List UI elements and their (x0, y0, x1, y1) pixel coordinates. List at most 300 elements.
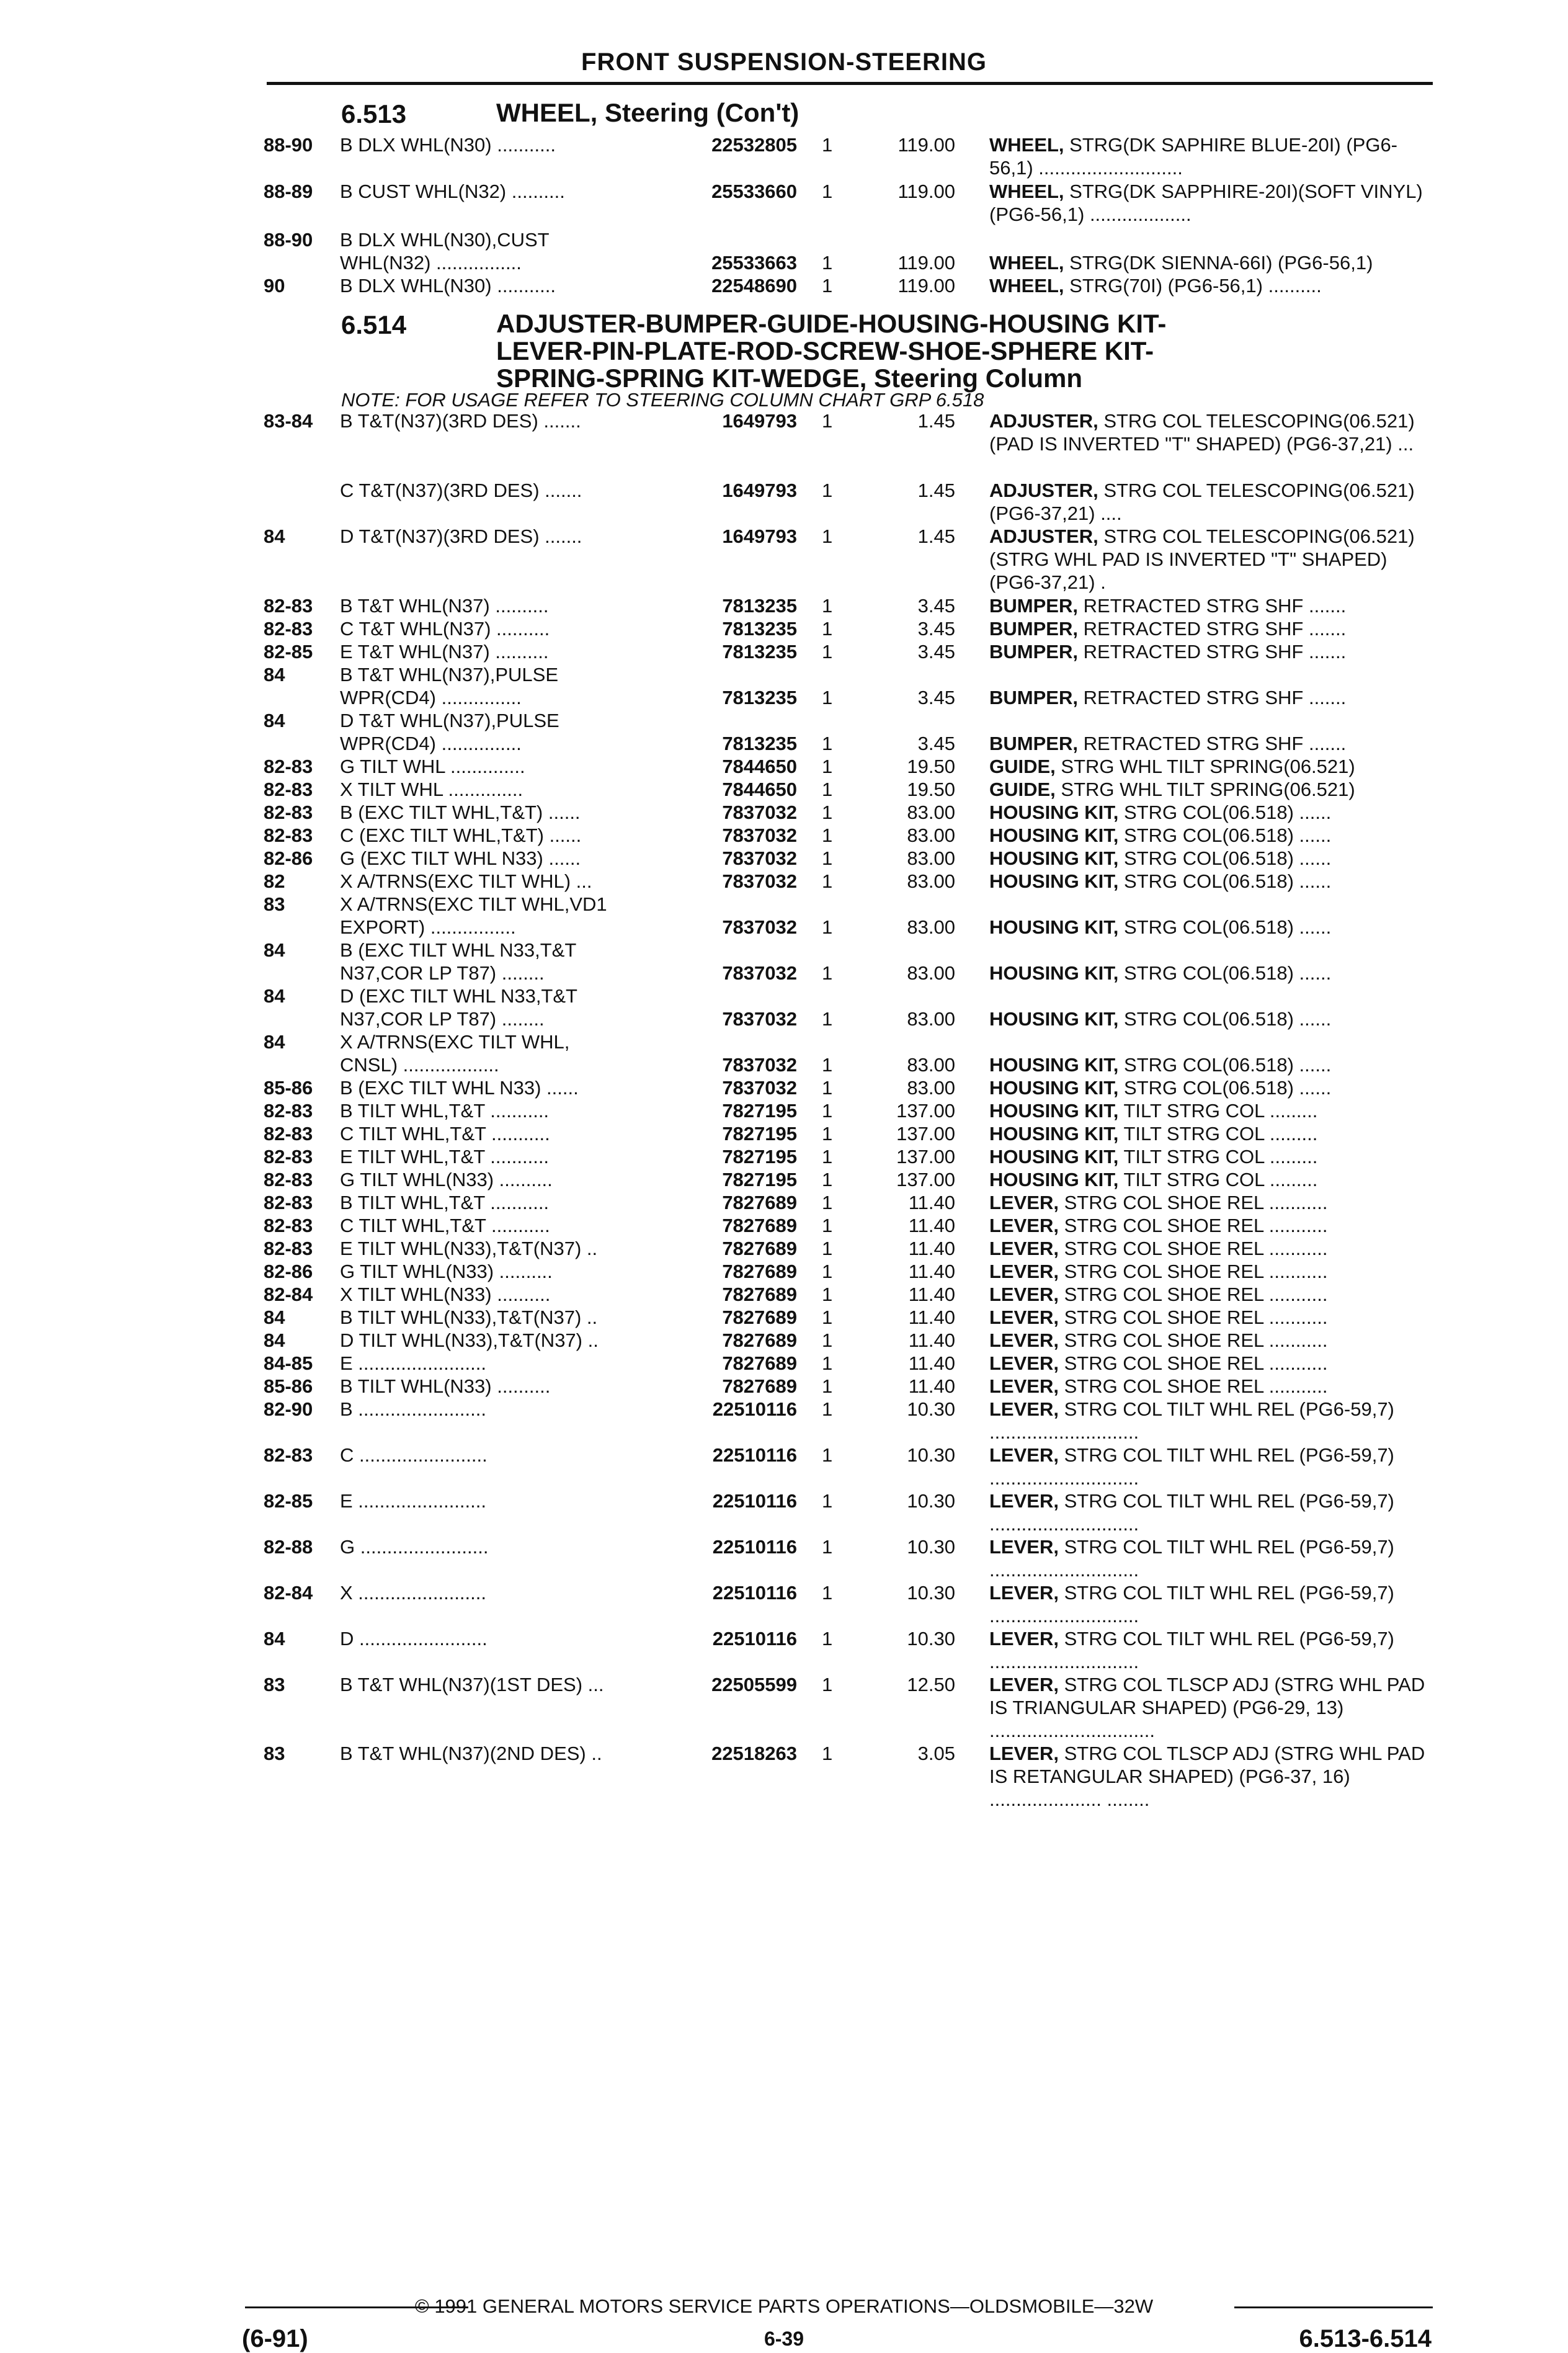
description-keyword: BUMPER, (989, 618, 1078, 640)
usage: C T&T WHL(N37) .......... (340, 618, 550, 640)
part-number: 22510116 (712, 1444, 797, 1466)
model-years: 82-83 (264, 1123, 313, 1145)
price: 1.45 (917, 410, 955, 432)
description-keyword: HOUSING KIT, (989, 916, 1119, 938)
model-years: 82-83 (264, 1238, 313, 1259)
description (989, 1535, 1436, 1581)
part-number: 7827689 (722, 1284, 797, 1305)
quantity: 1 (822, 525, 833, 547)
description (989, 1329, 1436, 1352)
model-years: 83 (264, 1674, 285, 1695)
description-keyword: LEVER, (989, 1261, 1059, 1282)
description-keyword: BUMPER, (989, 641, 1078, 663)
part-number: 7837032 (722, 1077, 797, 1099)
part-number: 7837032 (722, 916, 797, 938)
part-number: 22510116 (712, 1536, 797, 1558)
usage: B (EXC TILT WHL N33,T&T (340, 939, 577, 961)
model-years: 84 (264, 664, 285, 685)
price: 10.30 (907, 1398, 955, 1420)
quantity: 1 (822, 1146, 833, 1168)
part-number: 7844650 (722, 779, 797, 800)
usage: G TILT WHL(N33) .......... (340, 1261, 553, 1282)
header-rule (267, 82, 1433, 85)
description-keyword: WHEEL, (989, 134, 1064, 156)
section-number: 6.514 (341, 310, 407, 339)
usage: B DLX WHL(N30),CUST (340, 229, 550, 251)
quantity: 1 (822, 962, 833, 984)
usage: G TILT WHL .............. (340, 756, 525, 777)
description (989, 1053, 1436, 1076)
description (989, 1191, 1436, 1214)
quantity: 1 (822, 252, 833, 274)
quantity: 1 (822, 1077, 833, 1099)
part-number: 7813235 (722, 733, 797, 754)
description (989, 594, 1436, 617)
part-number: 7827689 (722, 1329, 797, 1351)
part-number: 1649793 (722, 480, 797, 501)
part-number: 22548690 (711, 275, 797, 297)
description-text: RETRACTED STRG SHF ....... (1077, 641, 1347, 663)
model-years: 82 (264, 870, 285, 892)
price: 12.50 (907, 1674, 955, 1695)
section-title: WHEEL, Steering (Con't) (496, 98, 800, 127)
model-years: 90 (264, 275, 285, 297)
quantity: 1 (822, 1238, 833, 1259)
description-keyword: HOUSING KIT, (989, 847, 1119, 869)
description-keyword: LEVER, (989, 1352, 1059, 1374)
quantity: 1 (822, 847, 833, 869)
description (989, 1007, 1436, 1030)
model-years: 82-86 (264, 847, 313, 869)
description-text: TILT STRG COL ......... (1118, 1100, 1318, 1122)
usage: D (EXC TILT WHL N33,T&T (340, 985, 577, 1007)
description-keyword: HOUSING KIT, (989, 824, 1119, 846)
description (989, 916, 1436, 939)
model-years: 82-83 (264, 824, 313, 846)
usage: E T&T WHL(N37) .......... (340, 641, 549, 663)
usage: B DLX WHL(N30) ........... (340, 275, 556, 297)
quantity: 1 (822, 801, 833, 823)
section-title-line: ADJUSTER-BUMPER-GUIDE-HOUSING-HOUSING KIT- (496, 309, 1167, 338)
description-text: STRG COL TILT WHL REL (PG6-59,7) ............................ (989, 1444, 1394, 1489)
price: 119.00 (898, 181, 955, 202)
description-keyword: LEVER, (989, 1238, 1059, 1259)
part-number: 7827195 (722, 1169, 797, 1190)
description-keyword: LEVER, (989, 1284, 1059, 1305)
model-years: 82-83 (264, 1444, 313, 1466)
description-text: STRG(70I) (PG6-56,1) .......... (1064, 275, 1322, 297)
description-text: STRG COL TILT WHL REL (PG6-59,7) ............................ (989, 1628, 1394, 1672)
description-keyword: LEVER, (989, 1743, 1059, 1764)
description-keyword: BUMPER, (989, 733, 1078, 754)
quantity: 1 (822, 1329, 833, 1351)
description-text: STRG COL(06.518) ...... (1118, 1008, 1332, 1030)
price: 1.45 (917, 525, 955, 547)
usage: X TILT WHL(N33) .......... (340, 1284, 551, 1305)
description-text: STRG COL SHOE REL ........... (1058, 1306, 1328, 1328)
footer-section-range: 6.513-6.514 (1299, 2325, 1432, 2352)
usage: C ........................ (340, 1444, 488, 1466)
model-years: 83 (264, 893, 285, 915)
description-text: STRG COL TILT WHL REL (PG6-59,7) ............................ (989, 1398, 1394, 1443)
usage: X A/TRNS(EXC TILT WHL) ... (340, 870, 592, 892)
description-text: STRG(DK SAPPHIRE-20I)(SOFT VINYL) (PG6-56,1) ................... (989, 181, 1423, 225)
description-text: STRG COL(06.518) ...... (1118, 847, 1332, 869)
usage: B TILT WHL,T&T ........... (340, 1100, 550, 1122)
quantity: 1 (822, 733, 833, 754)
price: 10.30 (907, 1536, 955, 1558)
page-number: 6-39 (764, 2328, 804, 2350)
quantity: 1 (822, 1123, 833, 1145)
price: 10.30 (907, 1444, 955, 1466)
model-years: 84 (264, 1628, 285, 1650)
usage: E ........................ (340, 1352, 486, 1374)
usage: B TILT WHL(N33) .......... (340, 1375, 551, 1397)
description (989, 1306, 1436, 1329)
description-text: STRG COL SHOE REL ........... (1058, 1284, 1328, 1305)
description-text: STRG(DK SAPHIRE BLUE-20I) (PG6-56,1) ........................... (989, 134, 1398, 179)
description-text: STRG COL TELESCOPING(06.521) (STRG WHL PAD IS INVERTED "T" SHAPED) (PG6-37,21) . (989, 525, 1415, 593)
model-years: 85-86 (264, 1375, 313, 1397)
description-keyword: HOUSING KIT, (989, 1100, 1119, 1122)
model-years: 82-83 (264, 1100, 313, 1122)
footer-copyright: © 1991 GENERAL MOTORS SERVICE PARTS OPERATIONS—OLDSMOBILE—32W (414, 2295, 1154, 2317)
description-keyword: LEVER, (989, 1306, 1059, 1328)
description-text: STRG COL SHOE REL ........... (1058, 1215, 1328, 1236)
usage: X A/TRNS(EXC TILT WHL,VD1 (340, 893, 607, 915)
usage: N37,COR LP T87) ........ (340, 962, 545, 984)
usage: E ........................ (340, 1490, 486, 1512)
quantity: 1 (822, 1398, 833, 1420)
description-keyword: LEVER, (989, 1329, 1059, 1351)
price: 19.50 (907, 779, 955, 800)
description-keyword: LEVER, (989, 1398, 1059, 1420)
description (989, 824, 1436, 847)
model-years: 84 (264, 939, 285, 961)
quantity: 1 (822, 824, 833, 846)
price: 11.40 (908, 1306, 955, 1328)
quantity: 1 (822, 134, 833, 156)
price: 83.00 (907, 870, 955, 892)
quantity: 1 (822, 1192, 833, 1213)
price: 83.00 (907, 847, 955, 869)
model-years: 82-83 (264, 1192, 313, 1213)
usage: G (EXC TILT WHL N33) ...... (340, 847, 581, 869)
description (989, 525, 1436, 594)
description-keyword: LEVER, (989, 1215, 1059, 1236)
description (989, 732, 1436, 755)
quantity: 1 (822, 1100, 833, 1122)
description-text: STRG COL(06.518) ...... (1118, 824, 1332, 846)
usage: WPR(CD4) ............... (340, 733, 522, 754)
usage: N37,COR LP T87) ........ (340, 1008, 545, 1030)
model-years: 82-83 (264, 779, 313, 800)
model-years: 83 (264, 1743, 285, 1764)
description-text: TILT STRG COL ......... (1118, 1123, 1318, 1145)
model-years: 82-84 (264, 1582, 313, 1604)
description (989, 1489, 1436, 1535)
price: 10.30 (907, 1628, 955, 1650)
description-keyword: HOUSING KIT, (989, 1123, 1119, 1145)
description-keyword: HOUSING KIT, (989, 870, 1119, 892)
part-number: 7837032 (722, 824, 797, 846)
price: 137.00 (896, 1146, 955, 1168)
model-years: 82-83 (264, 1169, 313, 1190)
model-years: 82-83 (264, 1146, 313, 1168)
quantity: 1 (822, 687, 833, 708)
description-keyword: ADJUSTER, (989, 410, 1098, 432)
part-number: 7827195 (722, 1123, 797, 1145)
quantity: 1 (822, 870, 833, 892)
price: 11.40 (908, 1238, 955, 1259)
part-number: 7827689 (722, 1261, 797, 1282)
quantity: 1 (822, 641, 833, 663)
model-years: 88-90 (264, 229, 313, 251)
description (989, 1375, 1436, 1398)
part-number: 22532805 (711, 134, 797, 156)
description-keyword: LEVER, (989, 1192, 1059, 1213)
price: 11.40 (908, 1261, 955, 1282)
description-keyword: HOUSING KIT, (989, 1169, 1119, 1190)
description (989, 617, 1436, 640)
price: 137.00 (896, 1123, 955, 1145)
part-number: 7827689 (722, 1238, 797, 1259)
model-years: 84 (264, 710, 285, 731)
usage: EXPORT) ................ (340, 916, 516, 938)
quantity: 1 (822, 1536, 833, 1558)
quantity: 1 (822, 1169, 833, 1190)
description-text: STRG COL(06.518) ...... (1118, 962, 1332, 984)
quantity: 1 (822, 916, 833, 938)
part-number: 1649793 (722, 525, 797, 547)
usage: D ........................ (340, 1628, 488, 1650)
price: 119.00 (898, 134, 955, 156)
description (989, 1260, 1436, 1283)
quantity: 1 (822, 275, 833, 297)
description (989, 1398, 1436, 1444)
usage: B CUST WHL(N32) .......... (340, 181, 565, 202)
part-number: 7837032 (722, 1054, 797, 1076)
description-keyword: HOUSING KIT, (989, 962, 1119, 984)
model-years: 85-86 (264, 1077, 313, 1099)
description-text: STRG COL SHOE REL ........... (1058, 1261, 1328, 1282)
description (989, 1168, 1436, 1191)
description (989, 251, 1436, 274)
usage: B T&T WHL(N37)(2ND DES) .. (340, 1743, 602, 1764)
description-keyword: ADJUSTER, (989, 480, 1098, 501)
description-text: STRG COL(06.518) ...... (1118, 870, 1332, 892)
quantity: 1 (822, 1306, 833, 1328)
description-keyword: WHEEL, (989, 181, 1064, 202)
quantity: 1 (822, 595, 833, 617)
section-title-line: SPRING-SPRING KIT-WEDGE, Steering Column (496, 364, 1083, 393)
description-text: STRG COL TILT WHL REL (PG6-59,7) ............................ (989, 1490, 1394, 1535)
usage: X A/TRNS(EXC TILT WHL, (340, 1031, 570, 1053)
description (989, 1742, 1436, 1811)
description-text: STRG COL TILT WHL REL (PG6-59,7) ............................ (989, 1536, 1394, 1581)
description (989, 847, 1436, 870)
description-keyword: LEVER, (989, 1536, 1059, 1558)
description (989, 755, 1436, 778)
usage: D T&T(N37)(3RD DES) ....... (340, 525, 582, 547)
part-number: 7813235 (722, 595, 797, 617)
price: 3.45 (917, 687, 955, 708)
quantity: 1 (822, 1490, 833, 1512)
price: 83.00 (907, 1008, 955, 1030)
part-number: 7837032 (722, 962, 797, 984)
usage: X ........................ (340, 1582, 486, 1604)
description-text: STRG COL SHOE REL ........... (1058, 1352, 1328, 1374)
part-number: 7827195 (722, 1146, 797, 1168)
description-text: STRG COL TILT WHL REL (PG6-59,7) ............................ (989, 1582, 1394, 1627)
model-years: 82-83 (264, 756, 313, 777)
section-title-line: LEVER-PIN-PLATE-ROD-SCREW-SHOE-SPHERE KIT- (496, 336, 1154, 365)
description-text: STRG COL TLSCP ADJ (STRG WHL PAD IS TRIANGULAR SHAPED) (PG6-29, 13) ............................... (989, 1674, 1425, 1741)
quantity: 1 (822, 1215, 833, 1236)
description (989, 1237, 1436, 1260)
price: 137.00 (896, 1169, 955, 1190)
part-number: 7827689 (722, 1306, 797, 1328)
usage: C TILT WHL,T&T ........... (340, 1215, 550, 1236)
description (989, 962, 1436, 985)
quantity: 1 (822, 1261, 833, 1282)
price: 3.05 (917, 1743, 955, 1764)
description-keyword: HOUSING KIT, (989, 1146, 1119, 1168)
price: 11.40 (908, 1215, 955, 1236)
price: 83.00 (907, 1077, 955, 1099)
usage: C T&T(N37)(3RD DES) ....... (340, 480, 582, 501)
description (989, 1076, 1436, 1099)
model-years: 88-89 (264, 181, 313, 202)
description-keyword: GUIDE, (989, 756, 1056, 777)
description (989, 409, 1436, 455)
description-keyword: BUMPER, (989, 595, 1078, 617)
price: 83.00 (907, 962, 955, 984)
description (989, 1099, 1436, 1122)
usage: X TILT WHL .............. (340, 779, 523, 800)
part-number: 22510116 (712, 1628, 797, 1650)
description-text: STRG COL TLSCP ADJ (STRG WHL PAD IS RETANGULAR SHAPED) (PG6-37, 16) ..................... ........ (989, 1743, 1425, 1810)
usage: B DLX WHL(N30) ........... (340, 134, 556, 156)
description (989, 1214, 1436, 1237)
price: 3.45 (917, 618, 955, 640)
model-years: 84 (264, 985, 285, 1007)
price: 3.45 (917, 733, 955, 754)
description-keyword: WHEEL, (989, 275, 1064, 297)
price: 83.00 (907, 801, 955, 823)
usage: B TILT WHL(N33),T&T(N37) .. (340, 1306, 598, 1328)
description (989, 801, 1436, 824)
part-number: 7837032 (722, 1008, 797, 1030)
usage: B (EXC TILT WHL N33) ...... (340, 1077, 579, 1099)
part-number: 7813235 (722, 687, 797, 708)
description (989, 1352, 1436, 1375)
description-text: STRG COL(06.518) ...... (1118, 916, 1332, 938)
price: 11.40 (908, 1375, 955, 1397)
description-text: STRG COL SHOE REL ........... (1058, 1329, 1328, 1351)
description-text: STRG COL(06.518) ...... (1118, 1054, 1332, 1076)
description (989, 1145, 1436, 1168)
price: 11.40 (908, 1192, 955, 1213)
price: 119.00 (898, 275, 955, 297)
usage: WHL(N32) ................ (340, 252, 522, 274)
usage: G ........................ (340, 1536, 489, 1558)
price: 11.40 (908, 1284, 955, 1305)
description-text: STRG WHL TILT SPRING(06.521) (1055, 756, 1355, 777)
usage-note: NOTE: FOR USAGE REFER TO STEERING COLUMN CHART GRP 6.518 (341, 389, 984, 411)
part-number: 7813235 (722, 618, 797, 640)
description-text: RETRACTED STRG SHF ....... (1077, 687, 1347, 708)
description-text: STRG COL SHOE REL ........... (1058, 1192, 1328, 1213)
quantity: 1 (822, 1008, 833, 1030)
part-number: 7844650 (722, 756, 797, 777)
part-number: 7837032 (722, 847, 797, 869)
usage: C (EXC TILT WHL,T&T) ...... (340, 824, 582, 846)
usage: E TILT WHL,T&T ........... (340, 1146, 550, 1168)
description-keyword: GUIDE, (989, 779, 1056, 800)
description (989, 180, 1436, 226)
usage: B (EXC TILT WHL,T&T) ...... (340, 801, 581, 823)
model-years: 84 (264, 525, 285, 547)
model-years: 84 (264, 1306, 285, 1328)
footer-date: (6-91) (242, 2325, 308, 2352)
part-number: 7827689 (722, 1215, 797, 1236)
part-number: 1649793 (722, 410, 797, 432)
description (989, 1122, 1436, 1145)
description-text: STRG COL SHOE REL ........... (1058, 1238, 1328, 1259)
description-keyword: HOUSING KIT, (989, 1054, 1119, 1076)
part-number: 25533660 (711, 181, 797, 202)
part-number: 7827195 (722, 1100, 797, 1122)
price: 119.00 (898, 252, 955, 274)
price: 10.30 (907, 1582, 955, 1604)
model-years: 82-85 (264, 641, 313, 663)
usage: B T&T WHL(N37)(1ST DES) ... (340, 1674, 604, 1695)
description (989, 686, 1436, 709)
quantity: 1 (822, 1284, 833, 1305)
description (989, 1444, 1436, 1489)
usage: E TILT WHL(N33),T&T(N37) .. (340, 1238, 598, 1259)
usage: B T&T WHL(N37) .......... (340, 595, 549, 617)
description-keyword: LEVER, (989, 1674, 1059, 1695)
quantity: 1 (822, 1674, 833, 1695)
description-keyword: LEVER, (989, 1375, 1059, 1397)
part-number: 7827689 (722, 1375, 797, 1397)
model-years: 82-90 (264, 1398, 313, 1420)
description-keyword: LEVER, (989, 1490, 1059, 1512)
price: 83.00 (907, 824, 955, 846)
description (989, 274, 1436, 297)
description-text: STRG COL(06.518) ...... (1118, 1077, 1332, 1099)
description (989, 1627, 1436, 1673)
usage: G TILT WHL(N33) .......... (340, 1169, 553, 1190)
part-number: 7813235 (722, 641, 797, 663)
description (989, 1283, 1436, 1306)
description-text: STRG WHL TILT SPRING(06.521) (1055, 779, 1355, 800)
description-keyword: HOUSING KIT, (989, 801, 1119, 823)
quantity: 1 (822, 1444, 833, 1466)
quantity: 1 (822, 618, 833, 640)
usage: C TILT WHL,T&T ........... (340, 1123, 550, 1145)
price: 83.00 (907, 1054, 955, 1076)
part-number: 7827689 (722, 1352, 797, 1374)
price: 3.45 (917, 641, 955, 663)
model-years: 82-86 (264, 1261, 313, 1282)
quantity: 1 (822, 1054, 833, 1076)
part-number: 7827689 (722, 1192, 797, 1213)
description-keyword: ADJUSTER, (989, 525, 1098, 547)
quantity: 1 (822, 779, 833, 800)
